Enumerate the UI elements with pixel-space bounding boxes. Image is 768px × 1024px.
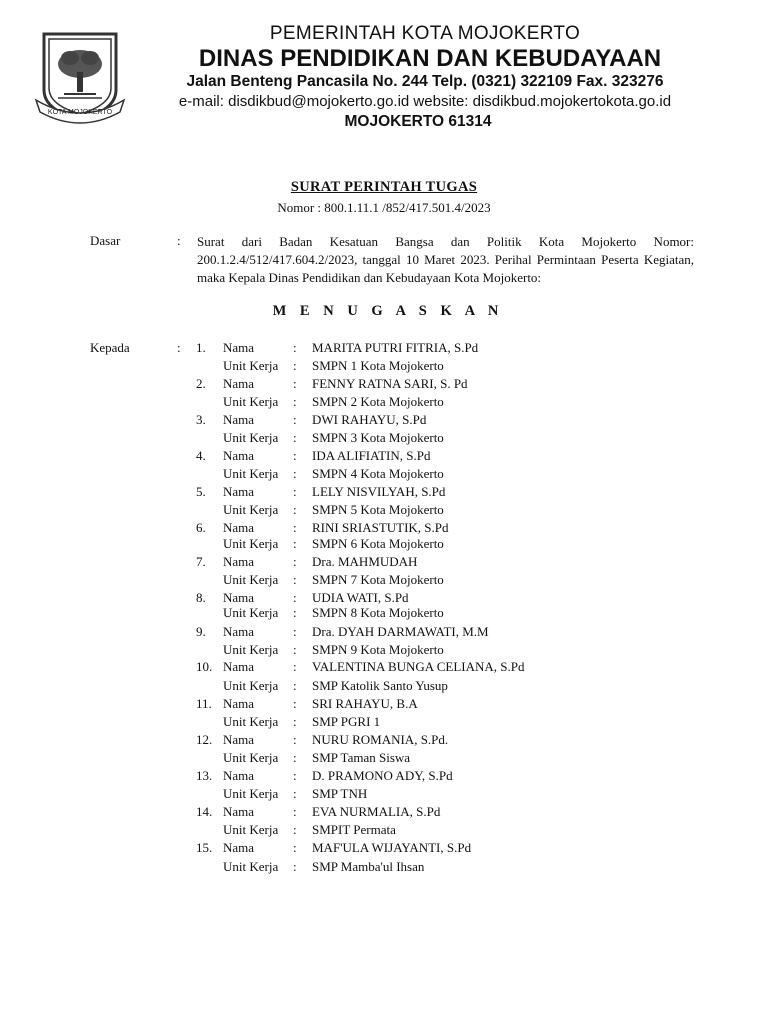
separator-colon: : xyxy=(293,376,297,391)
name-label: Nama xyxy=(223,804,255,819)
unit-label: Unit Kerja xyxy=(223,572,279,587)
assignee-name: DWI RAHAYU, S.Pd xyxy=(312,412,427,427)
separator-colon: : xyxy=(293,536,297,551)
separator-colon: : xyxy=(293,786,297,801)
assignee-name: Dra. MAHMUDAH xyxy=(312,554,418,569)
assignee-name: VALENTINA BUNGA CELIANA, S.Pd xyxy=(312,659,525,674)
name-label: Nama xyxy=(223,768,255,783)
name-label: Nama xyxy=(223,659,255,674)
assignee-unit: SMPN 1 Kota Mojokerto xyxy=(312,358,444,373)
assignee-unit: SMP Katolik Santo Yusup xyxy=(312,678,448,693)
agency-city: MOJOKERTO 61314 xyxy=(344,113,492,130)
government-name: PEMERINTAH KOTA MOJOKERTO xyxy=(269,23,581,44)
separator-colon: : xyxy=(293,840,297,855)
unit-label: Unit Kerja xyxy=(223,358,279,373)
name-label: Nama xyxy=(223,412,255,427)
unit-label: Unit Kerja xyxy=(223,786,279,801)
assignee-number: 11. xyxy=(196,696,212,711)
assignee-number: 4. xyxy=(196,448,206,463)
assignee-name: SRI RAHAYU, B.A xyxy=(312,696,418,711)
assignee-unit: SMPN 5 Kota Mojokerto xyxy=(312,502,444,517)
letterhead xyxy=(130,22,740,133)
name-label: Nama xyxy=(223,448,255,463)
agency-contact: e-mail: disdikbud@mojokerto.go.id website: disdikbud.mojokertokota.go.id xyxy=(178,93,672,110)
unit-label: Unit Kerja xyxy=(223,502,279,517)
assignee-name: NURU ROMANIA, S.Pd. xyxy=(312,732,449,747)
separator-colon: : xyxy=(293,696,297,711)
assignee-name: Dra. DYAH DARMAWATI, M.M xyxy=(312,624,489,639)
separator-colon: : xyxy=(293,750,297,765)
agency-address: Jalan Benteng Pancasila No. 244 Telp. (0321) 322109 Fax. 323276 xyxy=(186,73,664,90)
separator-colon: : xyxy=(293,659,297,674)
separator-colon: : xyxy=(293,590,297,605)
assignee-name: FENNY RATNA SARI, S. Pd xyxy=(312,376,468,391)
separator-colon: : xyxy=(293,448,297,463)
name-label: Nama xyxy=(223,696,255,711)
assignee-unit: SMPN 2 Kota Mojokerto xyxy=(312,394,444,409)
assignee-name: MARITA PUTRI FITRIA, S.Pd xyxy=(312,340,479,355)
unit-label: Unit Kerja xyxy=(223,642,279,657)
svg-text:KOTA MOJOKERTO: KOTA MOJOKERTO xyxy=(47,109,113,116)
assignee-name: LELY NISVILYAH, S.Pd xyxy=(312,484,446,499)
letter-title: SURAT PERINTAH TUGAS xyxy=(290,179,478,195)
separator-colon: : xyxy=(293,466,297,481)
kepada-colon: : xyxy=(177,340,181,355)
kepada-label: Kepada xyxy=(90,340,130,355)
dasar-text: Surat dari Badan Kesatuan Bangsa dan Politik Kota Mojokerto Nomor: 200.1.2.4/512/417.604.2/2023, tanggal 10 Maret 2023. Perihal Permintaan Peserta Kegiatan, maka Kepala Dinas Pendidikan dan Kebudayaan Kota Mojokerto: xyxy=(197,234,694,285)
assignee-unit: SMPN 9 Kota Mojokerto xyxy=(312,642,444,657)
separator-colon: : xyxy=(293,732,297,747)
name-label: Nama xyxy=(223,484,255,499)
assignee-unit: SMPN 7 Kota Mojokerto xyxy=(312,572,444,587)
assignee-number: 1. xyxy=(196,340,206,355)
assignee-name: IDA ALIFIATIN, S.Pd xyxy=(312,448,431,463)
assignee-number: 15. xyxy=(196,840,213,855)
separator-colon: : xyxy=(293,340,297,355)
separator-colon: : xyxy=(293,412,297,427)
unit-label: Unit Kerja xyxy=(223,466,279,481)
unit-label: Unit Kerja xyxy=(223,605,279,620)
name-label: Nama xyxy=(223,340,255,355)
unit-label: Unit Kerja xyxy=(223,394,279,409)
separator-colon: : xyxy=(293,678,297,693)
unit-label: Unit Kerja xyxy=(223,430,279,445)
assignee-unit: SMP TNH xyxy=(312,786,368,801)
name-label: Nama xyxy=(223,554,255,569)
instruction-heading: M E N U G A S K A N xyxy=(272,303,504,319)
assignee-number: 12. xyxy=(196,732,213,747)
unit-label: Unit Kerja xyxy=(223,822,279,837)
name-label: Nama xyxy=(223,624,255,639)
assignee-number: 10. xyxy=(196,659,213,674)
assignee-number: 9. xyxy=(196,624,206,639)
assignee-number: 8. xyxy=(196,590,206,605)
separator-colon: : xyxy=(293,502,297,517)
assignee-name: D. PRAMONO ADY, S.Pd xyxy=(312,768,453,783)
name-label: Nama xyxy=(223,840,255,855)
separator-colon: : xyxy=(293,804,297,819)
name-label: Nama xyxy=(223,520,255,535)
separator-colon: : xyxy=(293,605,297,620)
separator-colon: : xyxy=(293,642,297,657)
name-label: Nama xyxy=(223,732,255,747)
assignee-name: UDIA WATI, S.Pd xyxy=(312,590,409,605)
assignee-name: EVA NURMALIA, S.Pd xyxy=(312,804,441,819)
separator-colon: : xyxy=(293,768,297,783)
agency-name: DINAS PENDIDIKAN DAN KEBUDAYAAN xyxy=(198,45,662,72)
unit-label: Unit Kerja xyxy=(223,714,279,729)
assignee-name: RINI SRIASTUTIK, S.Pd xyxy=(312,520,449,535)
separator-colon: : xyxy=(293,394,297,409)
assignee-number: 14. xyxy=(196,804,213,819)
assignee-number: 5. xyxy=(196,484,206,499)
assignee-unit: SMP Taman Siswa xyxy=(312,750,411,765)
assignee-unit: SMP PGRI 1 xyxy=(312,714,381,729)
dasar-label: Dasar xyxy=(90,233,121,248)
assignee-number: 13. xyxy=(196,768,213,783)
letter-number: Nomor : 800.1.11.1 /852/417.501.4/2023 xyxy=(277,200,491,215)
assignee-unit: SMPN 8 Kota Mojokerto xyxy=(312,605,444,620)
unit-label: Unit Kerja xyxy=(223,859,279,874)
assignee-number: 7. xyxy=(196,554,206,569)
separator-colon: : xyxy=(293,714,297,729)
separator-colon: : xyxy=(293,859,297,874)
assignee-unit: SMPIT Permata xyxy=(312,822,396,837)
separator-colon: : xyxy=(293,430,297,445)
assignee-unit: SMP Mamba'ul Ihsan xyxy=(312,859,425,874)
separator-colon: : xyxy=(293,484,297,499)
assignee-unit: SMPN 6 Kota Mojokerto xyxy=(312,536,444,551)
separator-colon: : xyxy=(293,554,297,569)
separator-colon: : xyxy=(293,624,297,639)
separator-colon: : xyxy=(293,572,297,587)
separator-colon: : xyxy=(293,822,297,837)
unit-label: Unit Kerja xyxy=(223,750,279,765)
assignee-unit: SMPN 4 Kota Mojokerto xyxy=(312,466,444,481)
name-label: Nama xyxy=(223,376,255,391)
separator-colon: : xyxy=(293,520,297,535)
unit-label: Unit Kerja xyxy=(223,678,279,693)
assignee-unit: SMPN 3 Kota Mojokerto xyxy=(312,430,444,445)
name-label: Nama xyxy=(223,590,255,605)
unit-label: Unit Kerja xyxy=(223,536,279,551)
assignee-number: 2. xyxy=(196,376,206,391)
assignee-number: 6. xyxy=(196,520,206,535)
dasar-colon: : xyxy=(177,233,181,248)
separator-colon: : xyxy=(293,358,297,373)
assignee-number: 3. xyxy=(196,412,206,427)
assignee-name: MAF'ULA WIJAYANTI, S.Pd xyxy=(312,840,472,855)
